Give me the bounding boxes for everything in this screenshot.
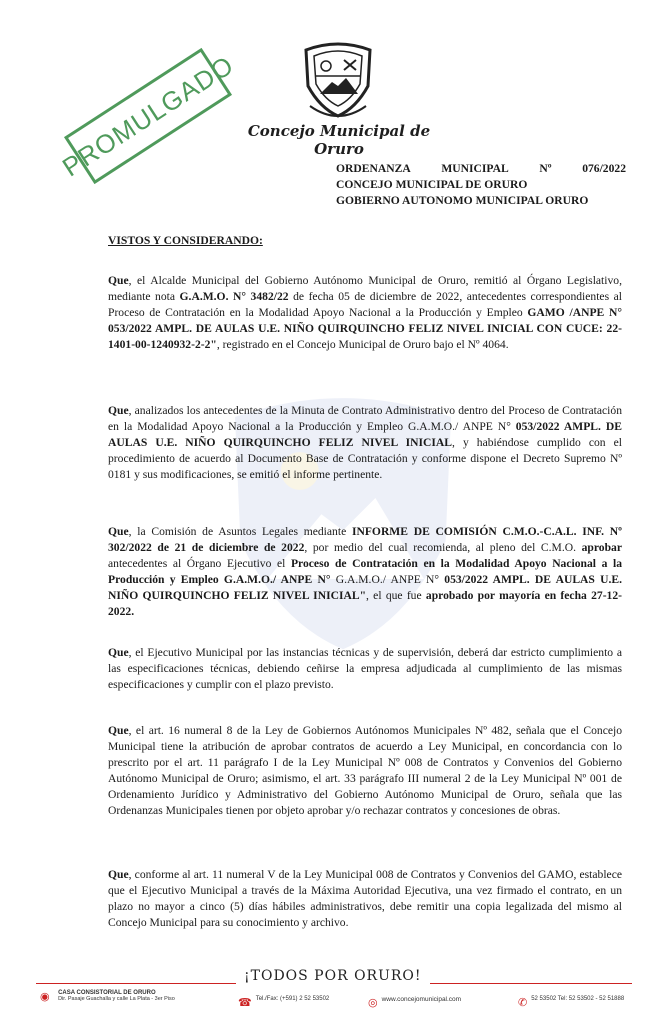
- website-link[interactable]: www.concejomunicipal.com: [381, 996, 462, 1003]
- ordinance-heading: [336, 161, 626, 209]
- address-detail: Dir. Pasaje Guachalla y calle La Plata - 3er Piso: [58, 996, 175, 1002]
- paragraph-6: [108, 867, 622, 931]
- footer-address: [40, 990, 230, 1018]
- paragraph-5: [108, 723, 622, 819]
- council-name: Concejo Municipal de Oruro: [247, 122, 431, 158]
- fax-text: 52 53502 Tel: 52 53502 - 52 51888: [531, 996, 625, 1002]
- municipal-word: MUNICIPAL: [441, 162, 509, 175]
- bold-text: G.A.M.O. N° 3482/22: [179, 290, 289, 303]
- footer-fax: [518, 996, 624, 1024]
- bold-text: Que: [108, 525, 129, 538]
- body-text: G.A.M.O./ ANPE N°: [330, 573, 445, 586]
- footer-slogan: ¡TODOS POR ORURO!: [236, 968, 430, 984]
- body-text: , analizados los antecedentes de la Minuta de Contrato Administrativo dentro del Proceso de Contratación en la Modalidad Apoyo Nacional a la Producción y Empleo G.A.M.O./ ANPE N°: [108, 404, 622, 433]
- paragraph-4: [108, 645, 622, 693]
- bold-text: GAMO /ANPE N° 053/2022 AMPL. DE AULAS U.E. NIÑO QUIRQUINCHO FELIZ NIVEL INICIAL CON CUCE: 22-1401-00-1240932-2-2": [108, 306, 622, 351]
- ordinance-word: ORDENANZA: [336, 162, 411, 175]
- body-text: , y habiéndose cumplido con el procedimiento de acuerdo al Documento Base de Contratación y conforme dispone el Decreto Supremo Nº 0181 y sus modificaciones, se emitió el informe pertinente.: [108, 436, 622, 481]
- bold-text: Que: [108, 274, 129, 287]
- number-sign: Nº: [539, 162, 552, 175]
- government-line: GOBIERNO AUTONOMO MUNICIPAL ORURO: [336, 194, 589, 207]
- bold-text: aprobado por mayoría en fecha 27-12-2022.: [108, 589, 623, 618]
- council-line: CONCEJO MUNICIPAL DE ORURO: [336, 178, 528, 191]
- section-title: VISTOS Y CONSIDERANDO:: [108, 234, 263, 247]
- body-text: , conforme al art. 11 numeral V de la Ley Municipal 008 de Contratos y Convenios del GAMO, establece que el Ejecutivo Municipal a través de la Máxima Autoridad Ejecutiva, una vez firmado el contrato, en un plazo no mayor a cinco (5) días hábiles administrativos, debe remitir una copia legalizada del mismo al Concejo Municipal para su conocimiento y archivo.: [108, 868, 622, 929]
- location-pin-icon: ◉: [40, 991, 50, 1003]
- body-text: , el que fue: [366, 589, 426, 602]
- body-text: antecedentes al Órgano Ejecutivo el: [108, 557, 291, 570]
- bold-text: Que: [108, 724, 129, 737]
- bold-text: Proceso de Contratación en la Modalidad Apoyo Nacional a la Producción y Empleo G.A.M.O./ ANPE N°: [108, 557, 623, 586]
- body-text: , registrado en el Concejo Municipal de Oruro bajo el Nº 4064.: [216, 338, 509, 351]
- body-text: de fecha 05 de diciembre de 2022, antecedentes correspondientes al Proceso de Contratación en la Modalidad Apoyo Nacional a la Producción y Empleo: [108, 290, 622, 319]
- bold-text: INFORME DE COMISIÓN C.M.O.-C.A.L. INF. Nº 302/2022 de 21 de diciembre de 2022: [108, 525, 622, 554]
- fax-icon: ✆: [518, 997, 528, 1009]
- globe-icon: ◎: [368, 997, 378, 1009]
- paragraph-2: [108, 403, 622, 483]
- phone-text: Tel./Fax: (+591) 2 52 53502: [255, 996, 330, 1002]
- bold-text: Que: [108, 868, 129, 881]
- bold-text: Que: [108, 646, 129, 659]
- ordinance-number-line: [336, 161, 626, 177]
- address-title: CASA CONSISTORIAL DE ORURO: [58, 990, 156, 996]
- bold-text: 053/2022 AMPL. DE AULAS U.E. NIÑO QUIRQUINCHO FELIZ NIVEL INICIAL: [108, 420, 622, 449]
- body-text: , el art. 16 numeral 8 de la Ley de Gobiernos Autónomos Municipales Nº 482, señala que el Concejo Municipal tiene la atribución de aprobar contratos de acuerdo a Ley Municipal, en concordancia con lo prescrito por el art. 11 parágrafo I de la Ley Municipal Nº 008 de Contratos y Convenios del Gobierno Autónomo Municipal de Oruro; asimismo, el art. 33 parágrafo III numeral 2 de la Ley Municipal Nº 001 de Ordenamiento Jurídico y Administrativo del Gobierno Autónomo Municipal de Oruro, señala que las Ordenanzas Municipales tienen por objeto aprobar y/o rechazar contratos y concesiones de obras.: [108, 724, 622, 817]
- body-text: , la Comisión de Asuntos Legales mediante: [128, 525, 352, 538]
- paragraph-3: [108, 524, 622, 620]
- municipal-crest-icon: [296, 36, 380, 120]
- footer-website[interactable]: [368, 996, 461, 1024]
- footer-phone: [238, 996, 329, 1024]
- ordinance-number: 076/2022: [582, 162, 626, 175]
- body-text: , el Ejecutivo Municipal por las instancias técnicas y de supervisión, deberá dar estricto cumplimiento a las especificaciones técnicas, debiendo ceñirse la empresa adjudicada al cumplimiento de las mismas especificaciones y cumplir con el plazo previsto.: [108, 646, 622, 691]
- bold-text: 053/2022 AMPL. DE AULAS U.E. NIÑO QUIRQUINCHO FELIZ NIVEL INICIAL": [108, 573, 623, 602]
- bold-text: Que: [108, 404, 129, 417]
- bold-text: aprobar: [581, 541, 622, 554]
- body-text: , por medio del cual recomienda, al pleno del C.M.O.: [304, 541, 582, 554]
- body-text: , el Alcalde Municipal del Gobierno Autónomo Municipal de Oruro, remitió al Órgano Legislativo, mediante nota: [108, 274, 622, 303]
- phone-icon: ☎: [238, 997, 252, 1009]
- paragraph-1: [108, 273, 622, 353]
- promulgado-stamp: PROMULGADO: [64, 48, 232, 184]
